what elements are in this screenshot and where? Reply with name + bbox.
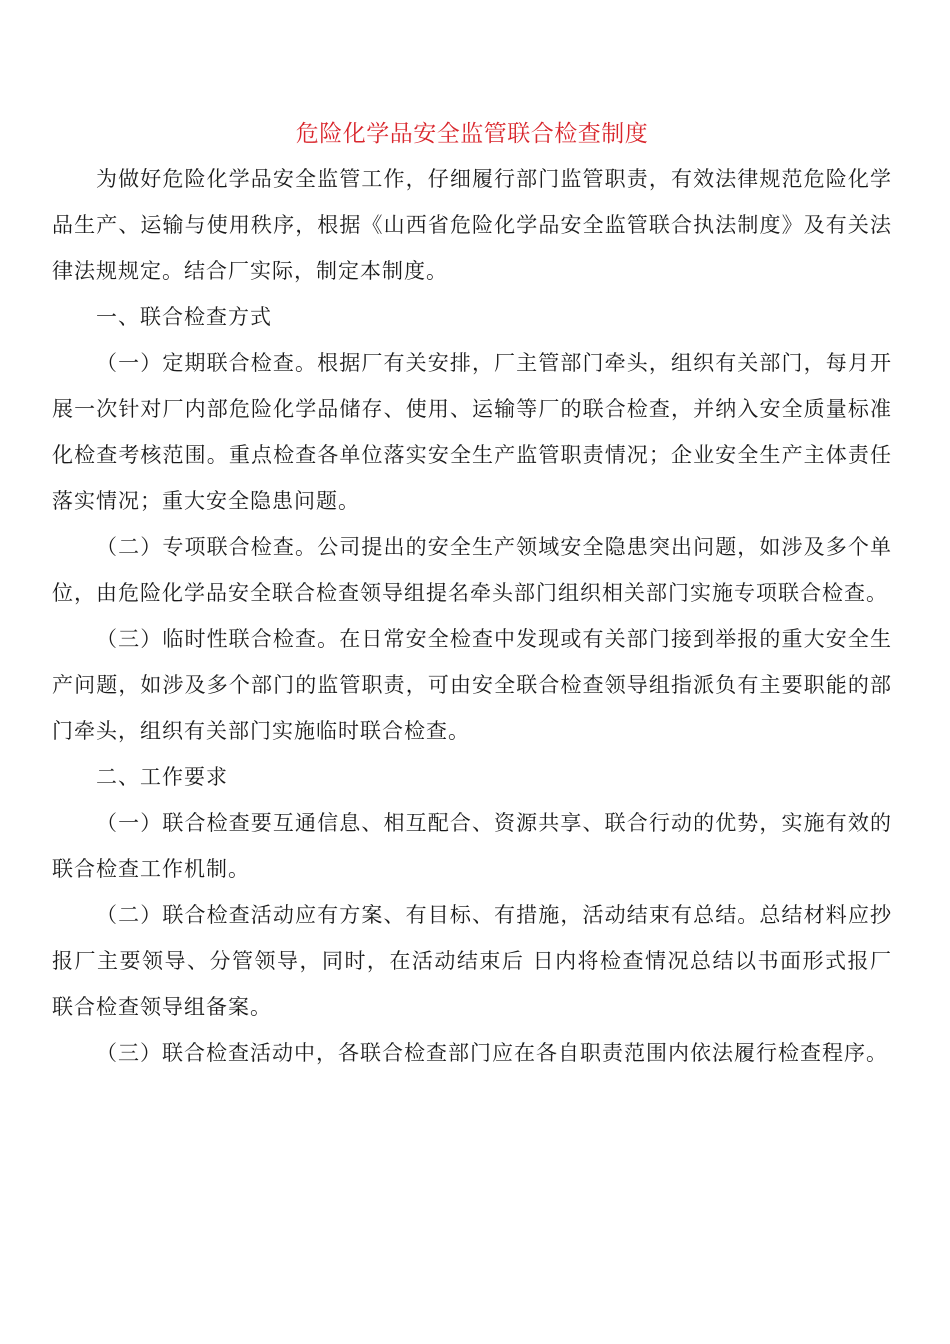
paragraph-requirement-1: （一）联合检查要互通信息、相互配合、资源共享、联合行动的优势，实施有效的联合检查工作机制。 xyxy=(52,811,892,881)
document-page xyxy=(52,112,892,1076)
paragraph-special-inspection: （二）专项联合检查。公司提出的安全生产领域安全隐患突出问题，如涉及多个单位，由危险化学品安全联合检查领导组提名牵头部门组织相关部门实施专项联合检查。 xyxy=(52,535,892,605)
section-heading-inspection-methods: 一、联合检查方式 xyxy=(96,305,272,329)
paragraph-periodic-inspection: （一）定期联合检查。根据厂有关安排，厂主管部门牵头，组织有关部门，每月开展一次针对厂内部危险化学品储存、使用、运输等厂的联合检查，并纳入安全质量标准化检查考核范围。重点检查各单位落实安全生产监管职责情况；企业安全生产主体责任落实情况；重大安全隐患问题。 xyxy=(52,351,892,513)
paragraph-requirement-2: （二）联合检查活动应有方案、有目标、有措施，活动结束有总结。总结材料应抄报厂主要领导、分管领导，同时，在活动结束后 日内将检查情况总结以书面形式报厂联合检查领导组备案。 xyxy=(52,903,892,1019)
paragraph-requirement-3: （三）联合检查活动中，各联合检查部门应在各自职责范围内依法履行检查程序。 xyxy=(96,1041,888,1065)
section-heading-work-requirements: 二、工作要求 xyxy=(96,765,228,789)
intro-paragraph: 为做好危险化学品安全监管工作，仔细履行部门监管职责，有效法律规范危险化学品生产、运输与使用秩序，根据《山西省危险化学品安全监管联合执法制度》及有关法律法规规定。结合厂实际，制定本制度。 xyxy=(52,167,892,283)
document-title: 危险化学品安全监管联合检查制度 xyxy=(295,121,649,147)
paragraph-temporary-inspection: （三）临时性联合检查。在日常安全检查中发现或有关部门接到举报的重大安全生产问题，如涉及多个部门的监管职责，可由安全联合检查领导组指派负有主要职能的部门牵头，组织有关部门实施临时联合检查。 xyxy=(52,627,892,743)
